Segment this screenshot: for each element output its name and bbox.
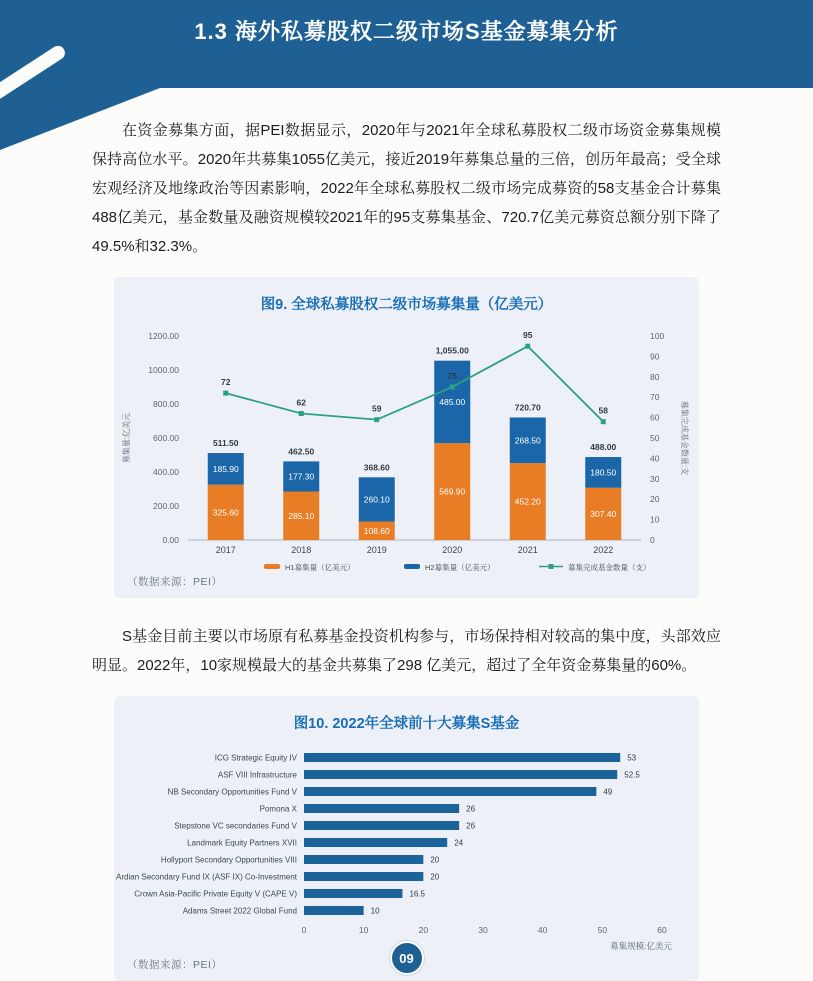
fund-name-label: Crown Asia-Pacific Private Equity V (CAPE V) <box>134 889 297 899</box>
h1-value-label: 285.10 <box>288 510 315 521</box>
right-axis-tick: 10 <box>650 514 660 525</box>
fund-name-label: Ardian Secondary Fund IX (ASF IX) Co-Investment <box>116 872 297 882</box>
x-axis-tick: 10 <box>358 925 369 935</box>
fund-bar <box>304 787 596 796</box>
left-axis-tick: 1000.00 <box>148 365 179 375</box>
year-label: 2021 <box>517 545 538 555</box>
right-axis-tick: 80 <box>650 371 660 382</box>
h1-value-label: 307.40 <box>590 508 617 519</box>
x-axis-tick: 50 <box>597 925 608 935</box>
h2-value-label: 268.50 <box>514 435 541 446</box>
fund-bar <box>304 906 364 915</box>
fund-value-label: 24 <box>454 838 464 848</box>
line-value-label: 62 <box>296 397 306 408</box>
h2-value-label: 185.90 <box>212 463 239 474</box>
fund-name-label: Pomona X <box>259 804 297 814</box>
left-axis-tick: 400.00 <box>153 467 179 477</box>
h1-value-label: 569.90 <box>439 486 466 497</box>
legend-label-h2: H2募集量（亿美元） <box>425 563 495 572</box>
page-header <box>0 0 813 88</box>
fund-value-label: 26 <box>466 821 476 831</box>
h2-value-label: 485.00 <box>439 396 466 407</box>
fund-bar <box>304 821 459 830</box>
chart9-svg <box>114 322 699 574</box>
fund-bar <box>304 753 620 762</box>
line-marker <box>525 344 530 349</box>
legend-label-h1: H1募集量（亿美元） <box>285 563 355 572</box>
right-axis-tick: 90 <box>650 351 660 362</box>
page-number: 09 <box>399 950 414 966</box>
fund-bar <box>304 804 459 813</box>
fund-bar <box>304 889 402 898</box>
fund-value-label: 20 <box>430 855 440 865</box>
x-axis-tick: 60 <box>657 925 667 935</box>
right-axis-tick: 70 <box>650 392 660 403</box>
paragraph-sfund-concentration: S基金目前主要以市场原有私募基金投资机构参与，市场保持相对较高的集中度，头部效应明显。2022年，10家规模最大的基金共募集了298 亿美元，超过了全年资金募集量的60%。 <box>92 628 721 674</box>
year-label: 2022 <box>593 545 614 555</box>
fund-bar <box>304 838 447 847</box>
line-marker <box>299 411 304 416</box>
fund-value-label: 16.5 <box>409 889 426 899</box>
fund-value-label: 10 <box>370 906 380 916</box>
line-value-label: 58 <box>598 405 608 416</box>
line-marker <box>601 419 606 424</box>
h1-value-label: 325.60 <box>212 507 239 518</box>
h1-value-label: 452.20 <box>514 496 541 507</box>
left-axis-tick: 800.00 <box>153 399 179 409</box>
fund-name-label: ASF VIII Infrastructure <box>217 770 297 780</box>
fund-name-label: Stepstone VC secondaries Fund V <box>174 821 297 831</box>
year-label: 2018 <box>291 545 312 555</box>
fund-bar <box>304 770 617 779</box>
fund-value-label: 20 <box>430 872 440 882</box>
right-axis-tick: 50 <box>650 433 660 443</box>
line-value-label: 72 <box>221 377 231 388</box>
legend-line-marker <box>549 564 554 569</box>
left-axis-tick: 200.00 <box>153 501 179 511</box>
x-axis-tick: 30 <box>478 925 488 935</box>
fund-value-label: 52.5 <box>624 770 640 780</box>
left-axis-tick: 600.00 <box>153 433 179 443</box>
fund-value-label: 26 <box>466 804 476 814</box>
total-value-label: 488.00 <box>590 442 617 453</box>
right-axis-tick: 60 <box>650 412 660 423</box>
legend-label-line: 募集完成基金数量（支） <box>568 563 651 572</box>
line-value-label: 59 <box>372 403 382 414</box>
total-value-label: 462.50 <box>288 446 315 457</box>
fund-bar <box>304 855 423 864</box>
fund-name-label: NB Secondary Opportunities Fund V <box>167 787 297 797</box>
total-value-label: 511.50 <box>212 438 239 449</box>
fund-count-line <box>226 346 604 421</box>
chart9-source: （数据来源：PEI） <box>127 576 223 588</box>
right-axis-tick: 30 <box>650 473 660 484</box>
right-axis-tick: 20 <box>650 494 660 505</box>
year-label: 2020 <box>442 545 463 555</box>
fund-name-label: Landmark Equity Partners XVII <box>187 838 297 848</box>
line-marker <box>374 417 379 422</box>
h2-value-label: 260.10 <box>363 494 390 505</box>
right-axis-tick: 100 <box>650 331 665 341</box>
fund-value-label: 53 <box>627 753 637 763</box>
left-axis-tick: 1200.00 <box>148 331 179 341</box>
section-title: 1.3 海外私募股权二级市场S基金募集分析 <box>194 19 619 44</box>
year-label: 2019 <box>366 545 387 555</box>
h2-value-label: 180.50 <box>590 467 617 478</box>
line-marker <box>223 391 228 396</box>
chart9-title: 图9. 全球私募股权二级市场募集量（亿美元） <box>260 297 553 313</box>
line-value-label: 95 <box>523 330 533 341</box>
chart10-source: （数据来源：PEI） <box>127 959 223 971</box>
total-value-label: 1,055.00 <box>435 345 469 356</box>
right-axis-tick: 40 <box>650 453 660 464</box>
page-number-badge <box>390 941 424 975</box>
total-value-label: 720.70 <box>514 402 541 413</box>
fund-name-label: Hollyport Secondary Opportunities VIII <box>160 855 297 865</box>
line-marker <box>450 385 455 390</box>
paragraph-fundraising-overview: 在资金募集方面，据PEI数据显示，2020年与2021年全球私募股权二级市场资金募集规模保持高位水平。2020年共募集1055亿美元，接近2019年募集总量的三倍，创历年最高；受全球宏观经济及地缘政治等因素影响，2022年全球私募股权二级市场完成募资的58支基金合计募集488亿美元，基金数量及融资规模较2021年的95支募集基金、720.7亿美元募资总额分别下降了49.5%和32.3%。 <box>92 122 721 255</box>
year-label: 2017 <box>215 545 236 555</box>
fund-bar <box>304 872 423 881</box>
chart10-svg <box>114 741 699 957</box>
h1-value-label: 108.60 <box>363 525 390 536</box>
x-axis-title: 募集规模:亿美元 <box>610 941 672 951</box>
left-axis-title: 募集量:亿美元 <box>122 412 131 464</box>
right-axis-title: 募集完成基金数量:支 <box>680 400 689 476</box>
h2-value-label: 177.30 <box>288 471 315 482</box>
chart10-panel <box>114 696 699 981</box>
fund-name-label: ICG Strategic Equity IV <box>214 753 297 763</box>
line-value-label: 75 <box>447 371 457 381</box>
fund-value-label: 49 <box>603 787 613 797</box>
right-axis-tick: 0 <box>650 535 655 545</box>
left-axis-tick: 0.00 <box>162 535 179 545</box>
x-axis-tick: 20 <box>418 925 429 935</box>
page-content <box>0 116 813 981</box>
chart9-panel <box>114 277 699 598</box>
legend-swatch-h2 <box>404 564 420 569</box>
total-value-label: 368.60 <box>363 462 390 473</box>
chart10-title: 图10. 2022年全球前十大募集S基金 <box>293 716 520 732</box>
x-axis-tick: 40 <box>537 925 548 935</box>
x-axis-tick: 0 <box>301 925 307 935</box>
legend-swatch-h1 <box>264 564 280 569</box>
fund-name-label: Adams Street 2022 Global Fund <box>182 906 297 916</box>
